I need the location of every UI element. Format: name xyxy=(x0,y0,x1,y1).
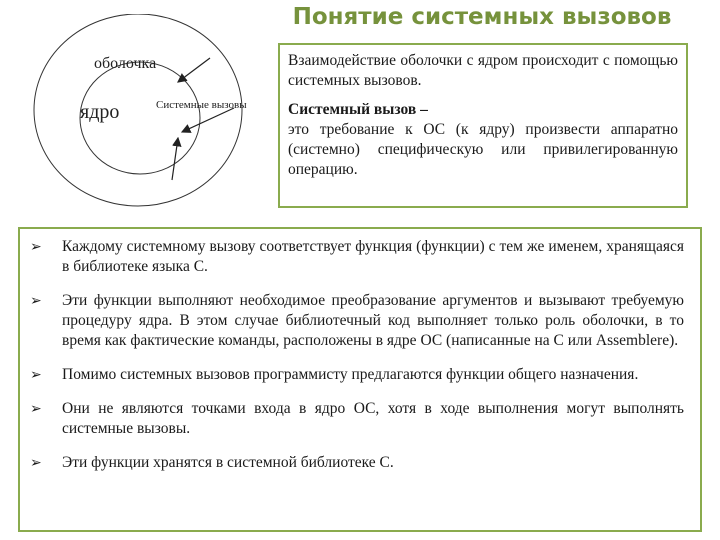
definition-text: это требование к ОС (к ядру) произвести аппаратно (системно) специфическую или привилегированную операцию. xyxy=(288,121,678,178)
list-item xyxy=(30,399,684,439)
definition-box xyxy=(278,43,688,208)
arrow-bullet-icon: ➢ xyxy=(30,367,42,383)
call-arrow-icon xyxy=(178,58,210,82)
call-arrow-icon xyxy=(182,108,234,132)
system-calls-label: Системные вызовы xyxy=(156,99,247,111)
list-item-text: Они не являются точками входа в ядро ОС, хотя в ходе выполнения могут выполнять системные вызовы. xyxy=(62,400,684,437)
list-item-text: Каждому системному вызову соответствует функция (функции) с тем же именем, хранящаяся в библиотеке языка С. xyxy=(62,238,684,275)
list-item xyxy=(30,365,684,385)
list-item xyxy=(30,291,684,351)
list-item xyxy=(30,453,684,473)
arrow-bullet-icon: ➢ xyxy=(30,455,42,471)
shell-label: оболочка xyxy=(94,55,157,72)
list-item-text: Эти функции выполняют необходимое преобразование аргументов и вызывают требуемую процедуру ядра. В этом случае библиотечный код выполняет только роль оболочки, в то время как фактические команды, расположены в ядре ОС (написанные на С или Assemblere). xyxy=(62,292,684,349)
call-arrow-icon xyxy=(172,138,178,180)
kernel-label: ядро xyxy=(80,101,120,123)
definition-term: Системный вызов – xyxy=(288,101,428,118)
list-item-text: Эти функции хранятся в системной библиотеке С. xyxy=(62,454,394,471)
shell-kernel-diagram xyxy=(28,14,280,214)
slide-title: Понятие системных вызовов xyxy=(292,4,672,30)
bullet-list xyxy=(18,227,702,532)
list-item xyxy=(30,237,684,277)
list-item-text: Помимо системных вызовов программисту предлагаются функции общего назначения. xyxy=(62,366,639,383)
arrow-bullet-icon: ➢ xyxy=(30,293,42,309)
definition-intro: Взаимодействие оболочки с ядром происходит с помощью системных вызовов. xyxy=(288,52,678,89)
arrow-bullet-icon: ➢ xyxy=(30,401,42,417)
arrow-bullet-icon: ➢ xyxy=(30,239,42,255)
